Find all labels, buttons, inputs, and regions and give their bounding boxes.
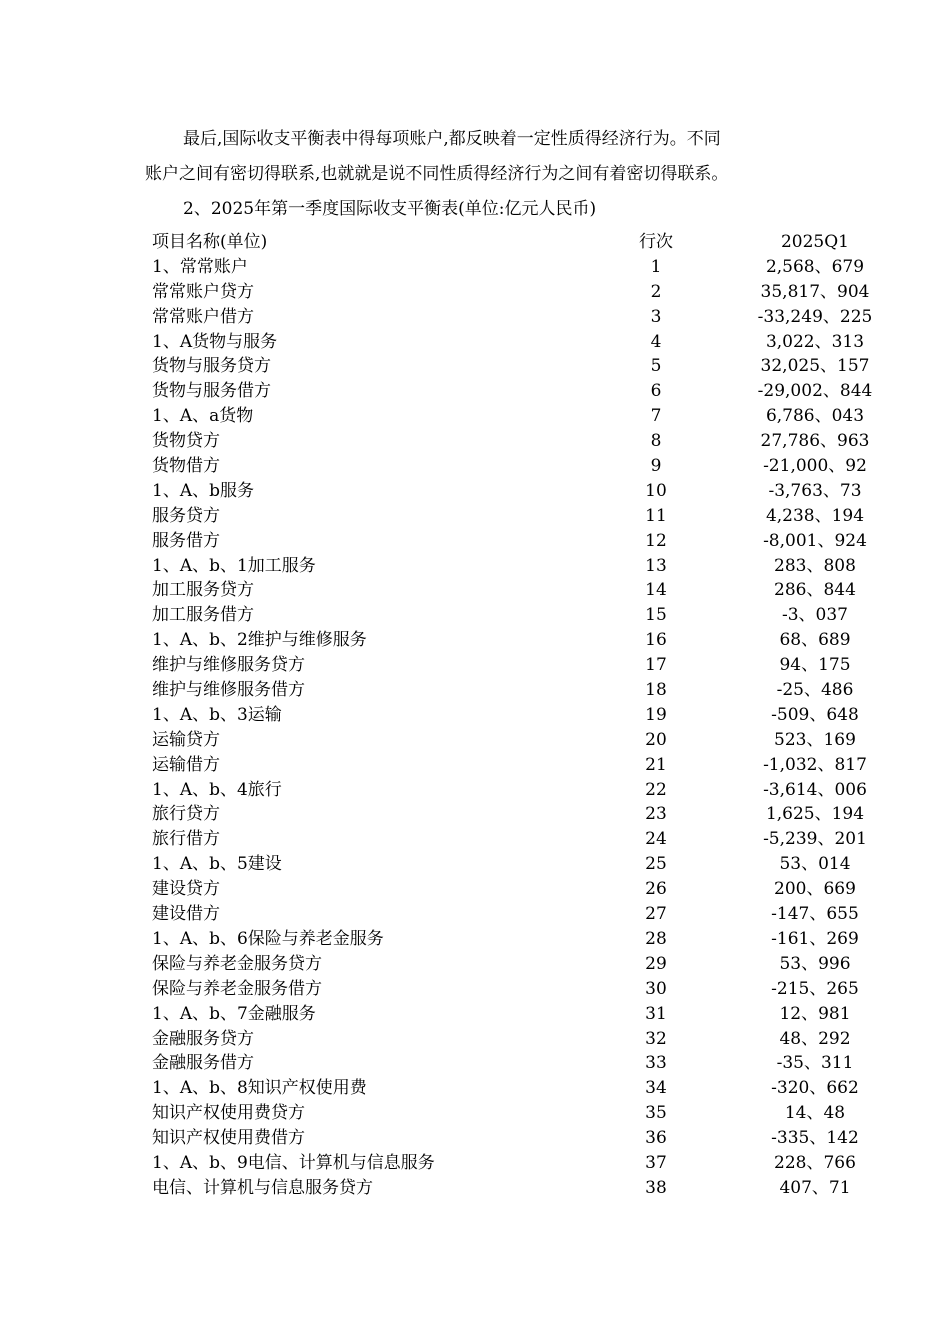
row-line-number: 12 [645,530,667,551]
row-item-name: 运输贷方 [152,729,220,750]
row-item-name: 1、A、b、8知识产权使用费 [152,1078,367,1099]
row-item-name: 服务贷方 [152,505,220,526]
row-value: -320、662 [771,1078,859,1099]
header-period-value: 2025Q1 [780,232,850,252]
row-item-name: 维护与维修服务贷方 [152,655,305,676]
row-item-name: 旅行借方 [152,829,220,850]
row-value: -3、037 [781,605,848,626]
row-line-number: 29 [645,953,667,974]
table-row [0,802,950,827]
row-value: 4,238、194 [765,505,865,526]
row-value: 1,625、194 [765,804,865,825]
row-item-name: 保险与养老金服务借方 [152,978,322,999]
row-item-name: 1、A货物与服务 [152,331,278,352]
balance-of-payments-table [0,230,950,1201]
row-item-name: 服务借方 [152,530,220,551]
table-row [0,703,950,728]
row-line-number: 25 [645,854,667,875]
table-body [0,255,950,1201]
row-line-number: 2 [650,281,662,302]
row-value: 283、808 [774,555,856,576]
table-row [0,305,950,330]
row-value: 32,025、157 [760,356,870,377]
row-line-number: 32 [645,1028,667,1049]
row-value: -8,001、924 [763,530,867,551]
row-item-name: 1、A、b、7金融服务 [152,1003,316,1024]
table-row [0,927,950,952]
table-row [0,603,950,628]
row-item-name: 加工服务借方 [152,605,254,626]
table-row [0,653,950,678]
row-item-name: 1、A、b、1加工服务 [152,555,316,576]
table-header-row [0,230,950,255]
table-row [0,404,950,429]
row-value: 14、48 [784,1103,846,1124]
row-item-name: 货物与服务贷方 [152,356,271,377]
row-line-number: 16 [645,630,667,651]
row-value: 53、014 [779,854,851,875]
row-item-name: 加工服务贷方 [152,580,254,601]
table-row [0,454,950,479]
row-line-number: 34 [645,1078,667,1099]
row-value: -147、655 [771,904,859,925]
table-row [0,728,950,753]
row-item-name: 知识产权使用费贷方 [152,1103,305,1124]
row-value: 68、689 [779,630,851,651]
table-row [0,504,950,529]
row-item-name: 货物借方 [152,456,220,477]
row-line-number: 26 [645,879,667,900]
row-item-name: 建设借方 [152,904,220,925]
row-line-number: 14 [645,580,667,601]
table-row [0,1027,950,1052]
row-value: -35、311 [776,1053,854,1074]
header-line-number: 行次 [639,232,673,252]
table-row [0,1176,950,1201]
table-row [0,977,950,1002]
row-item-name: 1、A、b、2维护与维修服务 [152,630,367,651]
row-item-name: 1、A、b、5建设 [152,854,282,875]
row-value: -3,763、73 [768,480,862,501]
row-item-name: 1、A、b、3运输 [152,704,282,725]
row-value: -3,614、006 [763,779,867,800]
row-line-number: 11 [645,505,667,526]
row-value: 94、175 [779,655,851,676]
table-row [0,778,950,803]
row-line-number: 19 [645,704,667,725]
row-line-number: 22 [645,779,667,800]
row-item-name: 常常账户借方 [152,306,254,327]
table-row [0,827,950,852]
row-line-number: 21 [645,754,667,775]
row-value: 3,022、313 [765,331,865,352]
row-item-name: 1、A、b、4旅行 [152,779,282,800]
table-row [0,753,950,778]
row-value: -25、486 [776,680,854,701]
header-item-name: 项目名称(单位) [152,232,268,252]
row-value: 48、292 [779,1028,851,1049]
row-value: -29,002、844 [757,381,873,402]
row-value: 35,817、904 [760,281,870,302]
row-item-name: 金融服务借方 [152,1053,254,1074]
row-value: -161、269 [771,928,859,949]
row-item-name: 常常账户贷方 [152,281,254,302]
row-value: -1,032、817 [763,754,867,775]
row-item-name: 1、A、b服务 [152,480,254,501]
table-row [0,1126,950,1151]
table-row [0,379,950,404]
row-item-name: 货物与服务借方 [152,381,271,402]
row-value: -335、142 [771,1128,859,1149]
row-value: 53、996 [779,953,851,974]
row-line-number: 38 [645,1177,667,1198]
row-line-number: 27 [645,904,667,925]
row-item-name: 金融服务贷方 [152,1028,254,1049]
row-value: 228、766 [774,1152,856,1173]
row-value: 286、844 [774,580,856,601]
row-value: 6,786、043 [765,406,865,427]
table-row [0,1002,950,1027]
row-item-name: 保险与养老金服务贷方 [152,953,322,974]
row-line-number: 17 [645,655,667,676]
row-line-number: 3 [650,306,662,327]
table-row [0,1101,950,1126]
table-row [0,678,950,703]
row-line-number: 4 [650,331,662,352]
row-value: 27,786、963 [760,431,870,452]
row-line-number: 37 [645,1152,667,1173]
row-line-number: 5 [650,356,662,377]
table-row [0,255,950,280]
row-line-number: 30 [645,978,667,999]
table-row [0,902,950,927]
intro-paragraph-line-2: 账户之间有密切得联系,也就就是说不同性质得经济行为之间有着密切得联系。 [145,164,729,184]
row-value: 200、669 [774,879,856,900]
table-row [0,578,950,603]
row-item-name: 1、常常账户 [152,256,248,277]
table-row [0,330,950,355]
row-line-number: 24 [645,829,667,850]
intro-paragraph-line-1: 最后,国际收支平衡表中得每项账户,都反映着一定性质得经济行为。不同 [183,129,721,149]
row-line-number: 36 [645,1128,667,1149]
row-line-number: 23 [645,804,667,825]
row-item-name: 1、A、b、9电信、计算机与信息服务 [152,1152,435,1173]
row-line-number: 28 [645,928,667,949]
row-item-name: 旅行贷方 [152,804,220,825]
table-row [0,877,950,902]
row-line-number: 15 [645,605,667,626]
table-row [0,852,950,877]
row-item-name: 电信、计算机与信息服务贷方 [152,1177,373,1198]
table-row [0,354,950,379]
row-value: -215、265 [771,978,859,999]
row-item-name: 建设贷方 [152,879,220,900]
row-line-number: 18 [645,680,667,701]
row-value: 2,568、679 [765,256,865,277]
row-item-name: 维护与维修服务借方 [152,680,305,701]
row-item-name: 货物贷方 [152,431,220,452]
table-row [0,628,950,653]
table-row [0,479,950,504]
row-line-number: 35 [645,1103,667,1124]
row-line-number: 8 [650,431,662,452]
table-row [0,952,950,977]
row-item-name: 知识产权使用费借方 [152,1128,305,1149]
row-line-number: 6 [650,381,662,402]
table-row [0,554,950,579]
table-row [0,280,950,305]
row-line-number: 9 [650,456,662,477]
table-row [0,1076,950,1101]
row-value: 523、169 [774,729,856,750]
table-row [0,1051,950,1076]
row-value: -21,000、92 [763,456,867,477]
row-line-number: 10 [645,480,667,501]
row-line-number: 33 [645,1053,667,1074]
row-value: -5,239、201 [763,829,867,850]
table-row [0,429,950,454]
row-line-number: 31 [645,1003,667,1024]
row-item-name: 1、A、b、6保险与养老金服务 [152,928,384,949]
row-line-number: 1 [650,256,662,277]
table-row [0,529,950,554]
row-line-number: 13 [645,555,667,576]
row-value: 12、981 [779,1003,851,1024]
row-item-name: 1、A、a货物 [152,406,254,427]
row-line-number: 7 [650,406,662,427]
table-title: 2、2025年第一季度国际收支平衡表(单位:亿元人民币) [183,199,597,219]
row-value: 407、71 [779,1177,851,1198]
row-value: -509、648 [771,704,859,725]
row-line-number: 20 [645,729,667,750]
table-row [0,1151,950,1176]
row-value: -33,249、225 [757,306,873,327]
row-item-name: 运输借方 [152,754,220,775]
